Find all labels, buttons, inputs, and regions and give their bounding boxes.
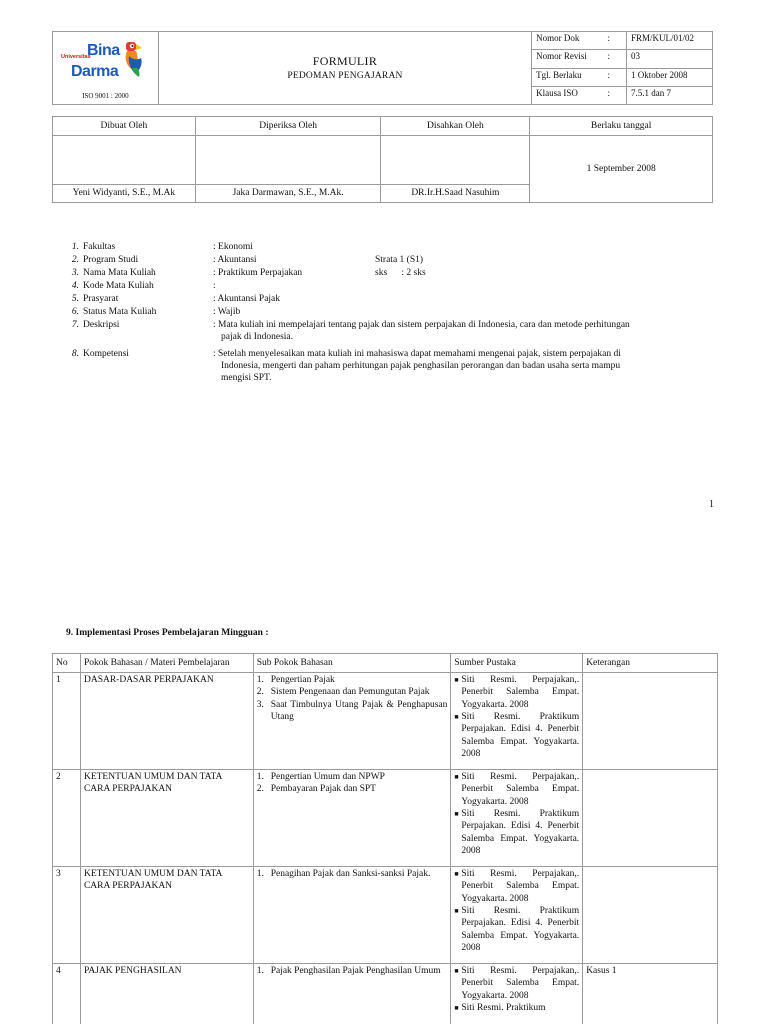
approval-table (52, 116, 713, 203)
signature-space (195, 136, 381, 185)
logo-cell (53, 32, 159, 105)
info-label: Fakultas (83, 242, 116, 252)
deskripsi-line: pajak di Indonesia. (221, 332, 294, 343)
source-item: ■ Siti Resmi. Praktikum Perpajakan. Edisi 4. Penerbit Salemba Empat. Yogyakarta. 2008 (454, 809, 580, 857)
weekly-plan-table (52, 653, 718, 1024)
info-label: Status Mata Kuliah (83, 307, 157, 317)
subtopic-item: 1. Pengertian Pajak (256, 675, 335, 685)
info-value: : Akuntansi (213, 255, 257, 265)
source-item: ■ Siti Resmi. Praktikum Perpajakan. Edisi 4. Penerbit Salemba Empat. Yogyakarta. 2008 (454, 712, 580, 760)
bullet-icon: ■ (454, 967, 459, 975)
deskripsi-line: : Mata kuliah ini mempelajari tentang pajak dan sistem perpajakan di Indonesia, cara dan metode perhitungan (213, 320, 630, 330)
table-row (53, 964, 718, 1024)
iso-label: ISO 9001 : 2000 (82, 92, 129, 100)
info-label: Kompetensi (83, 348, 129, 359)
subtopic-item: 1. Pengertian Umum dan NPWP (256, 772, 385, 782)
bullet-icon: ■ (454, 1004, 459, 1013)
row-topic: DASAR-DASAR PERPAJAKAN (80, 673, 253, 770)
kompetensi-line: mengisi SPT. (221, 373, 272, 384)
column-header: Sumber Pustaka (451, 654, 583, 673)
table-row (53, 673, 718, 770)
info-number: 7. (71, 320, 79, 330)
row-sources (451, 770, 583, 867)
row-subtopics (253, 867, 451, 964)
info-label: Deskripsi (83, 320, 120, 330)
approval-header: Berlaku tanggal (530, 117, 713, 136)
source-item: ■ Siti Resmi. Perpajakan,. Penerbit Salemba Empat. Yogyakarta. 2008 (454, 772, 580, 807)
row-topic: PAJAK PENGHASILAN (80, 964, 253, 1024)
info-value: : Praktikum Perpajakan (213, 268, 303, 278)
subtopic-item: 2. Pembayaran Pajak dan SPT (256, 784, 376, 795)
form-title: FORMULIR (312, 54, 378, 69)
logo-bina-text: Bina (87, 42, 120, 59)
table-row (53, 770, 718, 867)
info-number: 4. (71, 281, 79, 291)
info-row (52, 254, 713, 267)
row-subtopics (253, 964, 451, 1024)
kompetensi-line: Indonesia, mengerti dan paham perhitungan pajak penghasilan perorangan dan badan usaha serta mampu (221, 361, 621, 372)
bullet-icon: ■ (454, 676, 459, 684)
info-number: 8. (71, 348, 79, 359)
meta-label: Tgl. Berlaku : (532, 68, 627, 86)
row-notes (583, 867, 718, 964)
table-row (53, 867, 718, 964)
row-sources (451, 867, 583, 964)
row-notes (583, 673, 718, 770)
column-header: No (53, 654, 81, 673)
approver-name: Jaka Darmawan, S.E., M.Ak. (195, 185, 381, 203)
row-number: 4 (53, 964, 81, 1024)
info-number: 3. (71, 268, 79, 278)
row-sources (451, 964, 583, 1024)
bullet-icon: ■ (454, 713, 459, 722)
meta-label: Nomor Revisi : (532, 50, 627, 68)
kompetensi-line: : Setelah menyelesaikan mata kuliah ini mahasiswa dapat memahami mengenai pajak, sistem perpajakan di (213, 348, 621, 359)
signature-space (53, 136, 196, 185)
info-value: : Akuntansi Pajak (213, 294, 281, 304)
row-number: 2 (53, 770, 81, 867)
subtopic-item: 1. Pajak Penghasilan Pajak Penghasilan Umum (256, 966, 441, 976)
subtopic-item: 3. Saat Timbulnya Utang Pajak & Penghapusan Utang (256, 699, 448, 723)
row-topic: KETENTUAN UMUM DAN TATA CARA PERPAJAKAN (80, 867, 253, 964)
row-number: 1 (53, 673, 81, 770)
approver-name: Yeni Widyanti, S.E., M.Ak (53, 185, 196, 203)
info-row (52, 241, 713, 254)
column-header: Pokok Bahasan / Materi Pembelajaran (80, 654, 253, 673)
row-topic: KETENTUAN UMUM DAN TATA CARA PERPAJAKAN (80, 770, 253, 867)
meta-value: 7.5.1 dan 7 (627, 86, 713, 104)
info-label: Kode Mata Kuliah (83, 281, 154, 291)
page-number: 1 (709, 499, 714, 510)
info-value: : Wajib (213, 307, 241, 317)
info-row (52, 267, 713, 280)
bullet-icon: ■ (454, 810, 459, 819)
info-value: : (213, 281, 216, 291)
approval-header: Dibuat Oleh (53, 117, 196, 136)
info-row-deskripsi (52, 319, 713, 344)
source-item: ■ Siti Resmi. Perpajakan,. Penerbit Salemba Empat. Yogyakarta. 2008 (454, 675, 580, 710)
info-number: 1. (71, 242, 79, 252)
info-number: 5. (71, 294, 79, 304)
info-label: Nama Mata Kuliah (83, 268, 156, 278)
source-item: ■ Siti Resmi. Praktikum (454, 1003, 546, 1014)
approver-name: DR.Ir.H.Saad Nasuhim (381, 185, 530, 203)
info-number: 2. (71, 255, 79, 265)
info-row (52, 280, 713, 293)
row-subtopics (253, 673, 451, 770)
info-value: : Ekonomi (213, 242, 253, 252)
document-header (52, 31, 713, 105)
meta-value: 03 (627, 50, 713, 68)
table-header-row (53, 654, 718, 673)
info-row (52, 293, 713, 306)
info-row-kompetensi (52, 348, 713, 385)
meta-value: 1 Oktober 2008 (627, 68, 713, 86)
row-notes: Kasus 1 (583, 964, 718, 1024)
deskripsi-text (213, 319, 713, 344)
row-sources (451, 673, 583, 770)
row-subtopics (253, 770, 451, 867)
course-info (52, 241, 713, 385)
approval-header: Disahkan Oleh (381, 117, 530, 136)
logo-universitas-text: Universitas (61, 54, 91, 60)
parrot-logo-icon (123, 40, 145, 78)
column-header: Sub Pokok Bahasan (253, 654, 451, 673)
university-logo (53, 32, 158, 104)
info-label: Program Studi (83, 255, 139, 265)
source-item: ■ Siti Resmi. Perpajakan,. Penerbit Salemba Empat. Yogyakarta. 2008 (454, 966, 580, 1001)
effective-date: 1 September 2008 (530, 136, 713, 203)
column-header: Keterangan (583, 654, 718, 673)
subtopic-item: 2. Sistem Pengenaan dan Pemungutan Pajak (256, 687, 430, 698)
form-subtitle: PEDOMAN PENGAJARAN (287, 70, 403, 81)
info-row (52, 306, 713, 319)
source-item: ■ Siti Resmi. Perpajakan,. Penerbit Salemba Empat. Yogyakarta. 2008 (454, 869, 580, 904)
info-label: Prasyarat (83, 294, 119, 304)
meta-label: Nomor Dok : (532, 32, 627, 50)
meta-value: FRM/KUL/01/02 (627, 32, 713, 50)
bullet-icon: ■ (454, 870, 459, 878)
kompetensi-text (213, 348, 713, 385)
info-extra: sks : 2 sks (375, 268, 426, 278)
signature-space (381, 136, 530, 185)
info-number: 6. (71, 307, 79, 317)
approval-header: Diperiksa Oleh (195, 117, 381, 136)
bullet-icon: ■ (454, 773, 459, 781)
section-title: 9. Implementasi Proses Pembelajaran Mingguan : (66, 628, 269, 638)
meta-label: Klausa ISO : (532, 86, 627, 104)
row-number: 3 (53, 867, 81, 964)
row-notes (583, 770, 718, 867)
title-cell (158, 32, 531, 105)
info-extra: Strata 1 (S1) (375, 255, 424, 265)
source-item: ■ Siti Resmi. Praktikum Perpajakan. Edisi 4. Penerbit Salemba Empat. Yogyakarta. 2008 (454, 906, 580, 954)
subtopic-item: 1. Penagihan Pajak dan Sanksi-sanksi Pajak. (256, 869, 431, 879)
logo-darma-text: Darma (71, 63, 119, 80)
bullet-icon: ■ (454, 907, 459, 916)
